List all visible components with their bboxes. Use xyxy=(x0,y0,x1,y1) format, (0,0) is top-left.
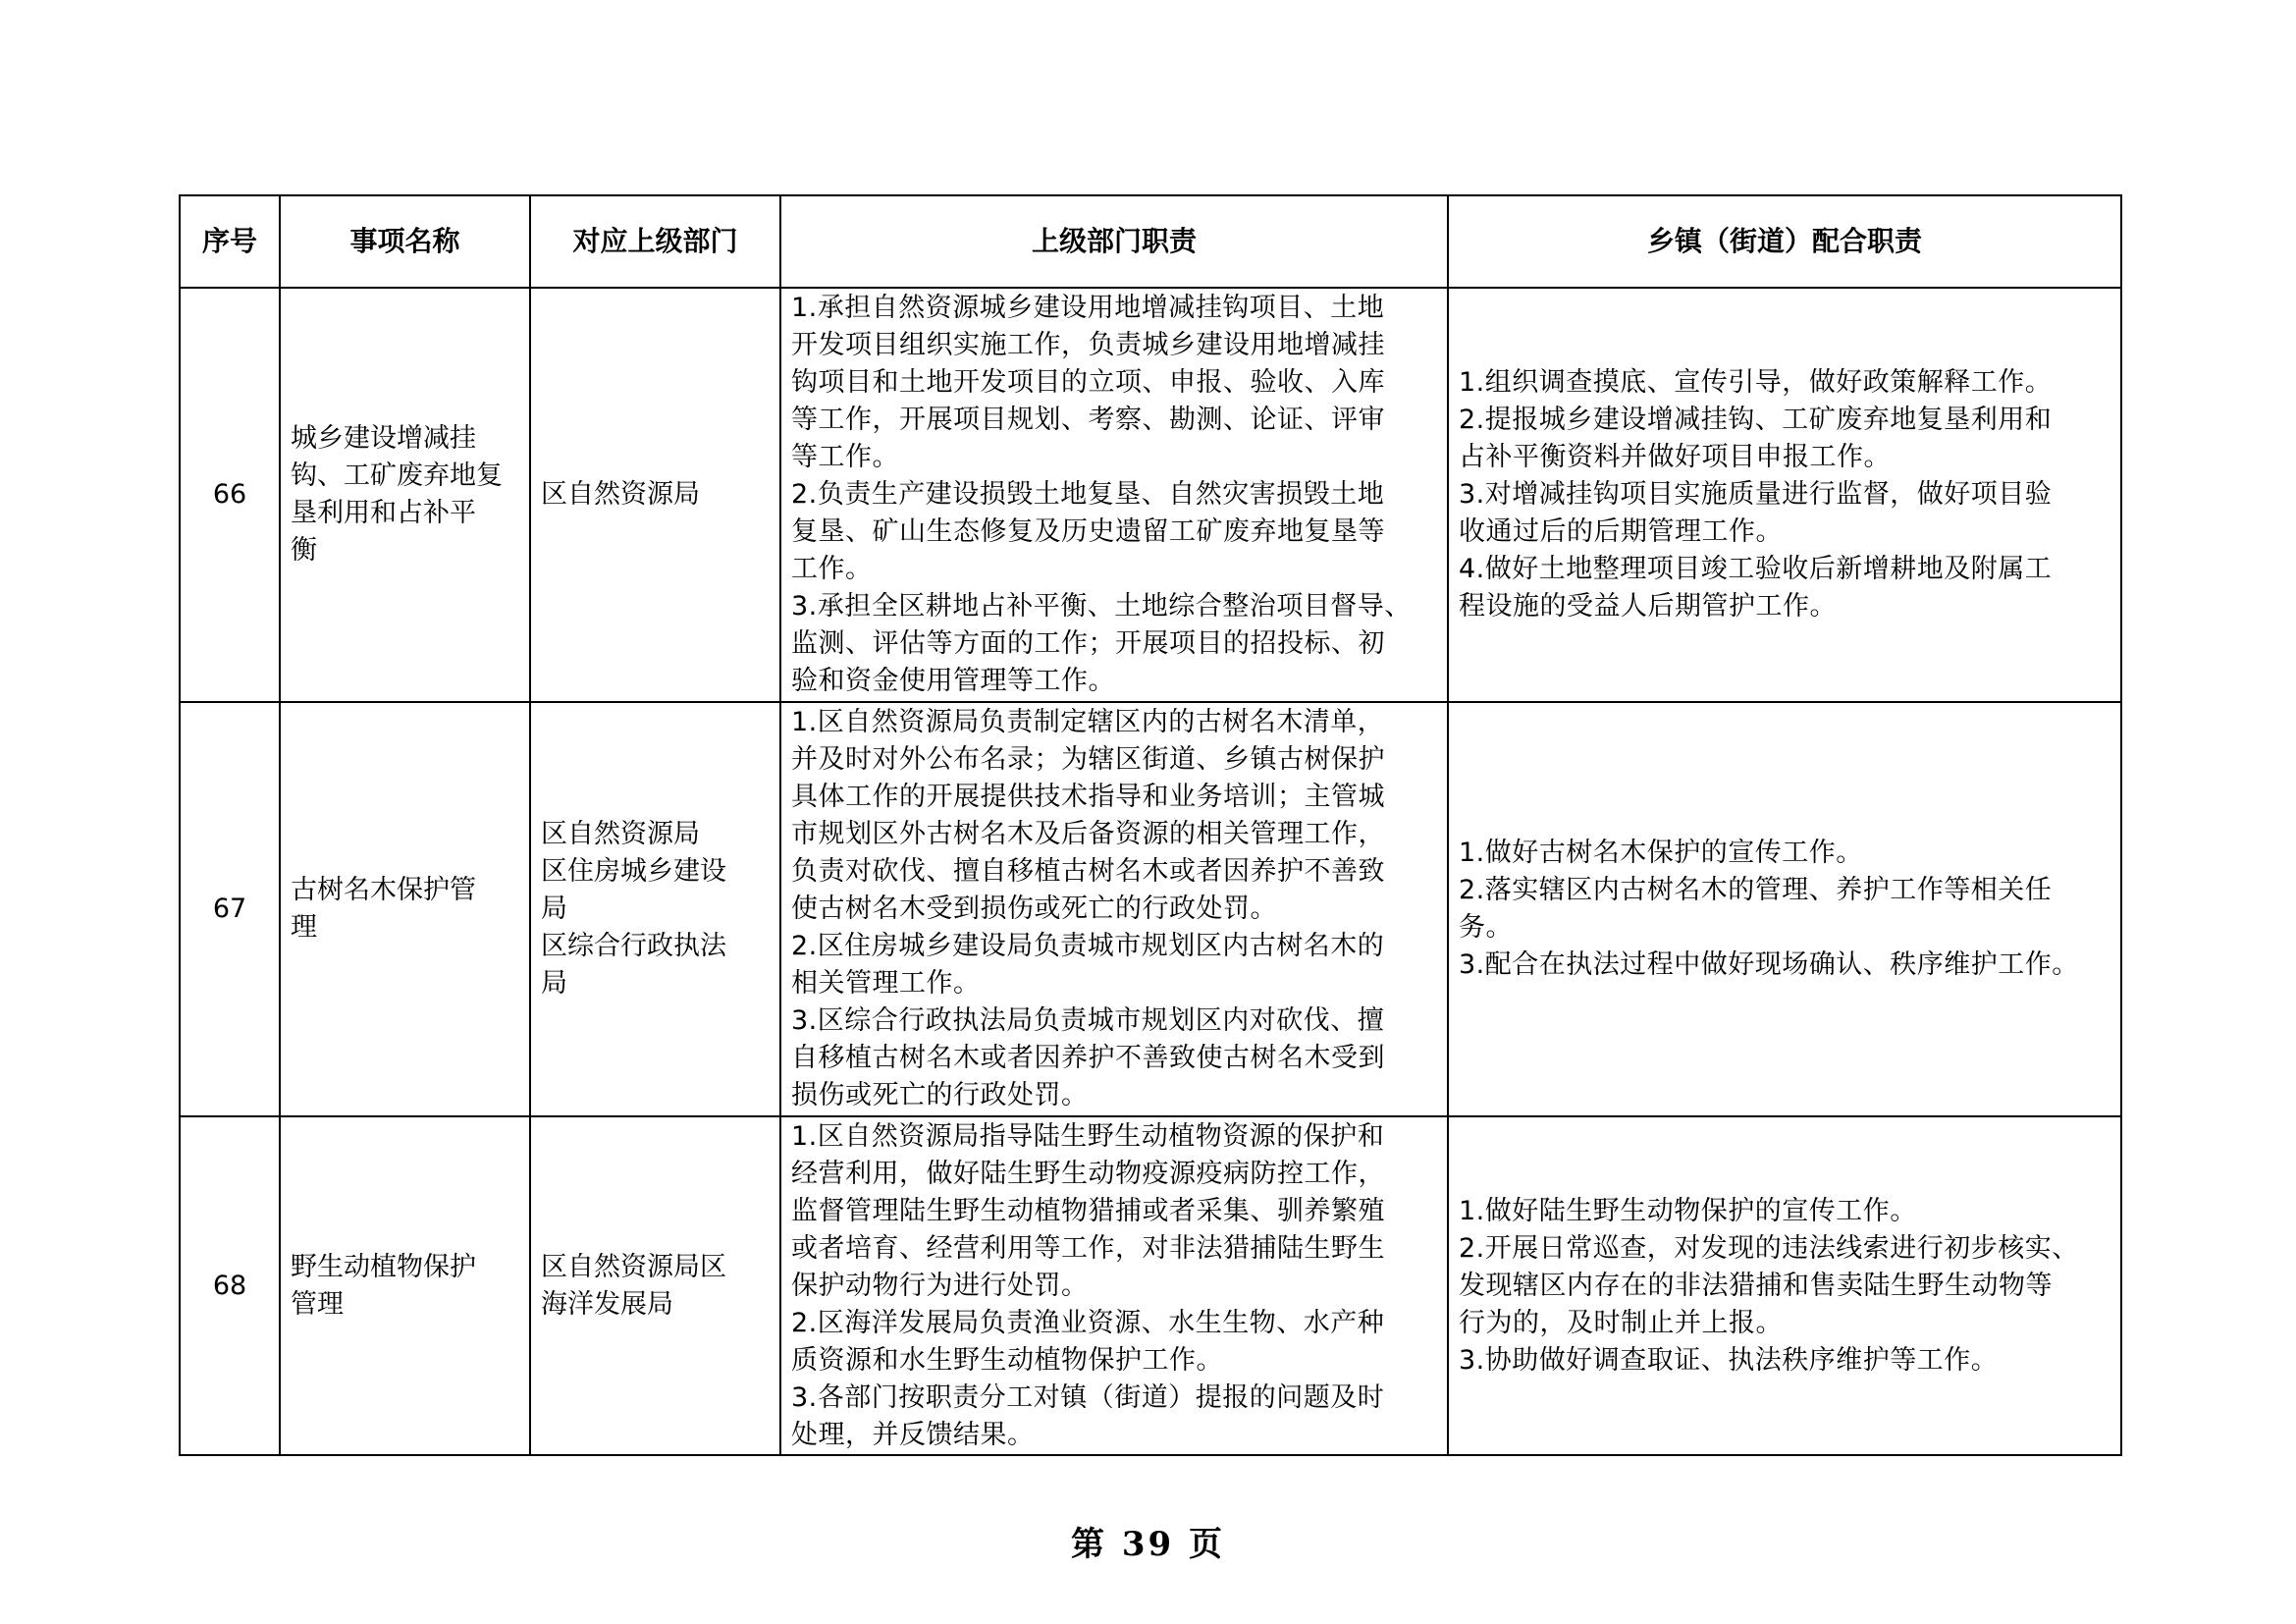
upper-duties: 1.区自然资源局负责制定辖区内的古树名木清单， 并及时对外公布名录；为辖区街道、乡镇古树保护 具体工作的开展提供技术指导和业务培训；主管城 市规划区外古树名木及后备资源的相关管理工作， 负责对砍伐、擅自移植古树名木或者因养护不善致 使古树名木受到损伤或死亡的行政处罚。 2.区住房城乡建设局负责城市规划区内古树名木的 相关管理工作。 3.区综合行政执法局负责城市规划区内对砍伐、擅 自移植古树名木或者因养护不善致使古树名木受到 损伤或死亡的行政处罚。 xyxy=(780,702,1448,1116)
upper-dept: 区自然资源局 xyxy=(530,288,780,702)
table-row xyxy=(180,702,2121,1116)
upper-duties: 1.承担自然资源城乡建设用地增减挂钩项目、土地 开发项目组织实施工作，负责城乡建设用地增减挂 钩项目和土地开发项目的立项、申报、验收、入库 等工作，开展项目规划、考察、勘测、论证、评审 等工作。 2.负责生产建设损毁土地复垦、自然灾害损毁土地 复垦、矿山生态修复及历史遗留工矿废弃地复垦等 工作。 3.承担全区耕地占补平衡、土地综合整治项目督导、 监测、评估等方面的工作；开展项目的招投标、初 验和资金使用管理等工作。 xyxy=(780,288,1448,702)
local-duties: 1.做好古树名木保护的宣传工作。 2.落实辖区内古树名木的管理、养护工作等相关任 务。 3.配合在执法过程中做好现场确认、秩序维护工作。 xyxy=(1448,702,2121,1116)
upper-dept: 区自然资源局 区住房城乡建设 局 区综合行政执法 局 xyxy=(530,702,780,1116)
row-number: 68 xyxy=(180,1116,280,1455)
header-upper-duties: 上级部门职责 xyxy=(780,195,1448,288)
row-number: 66 xyxy=(180,288,280,702)
local-duties: 1.组织调查摸底、宣传引导，做好政策解释工作。 2.提报城乡建设增减挂钩、工矿废弃地复垦利用和 占补平衡资料并做好项目申报工作。 3.对增减挂钩项目实施质量进行监督，做好项目验 收通过后的后期管理工作。 4.做好土地整理项目竣工验收后新增耕地及附属工 程设施的受益人后期管护工作。 xyxy=(1448,288,2121,702)
header-item-name: 事项名称 xyxy=(280,195,530,288)
item-name: 古树名木保护管 理 xyxy=(280,702,530,1116)
header-local-duties: 乡镇（街道）配合职责 xyxy=(1448,195,2121,288)
item-name: 城乡建设增减挂 钩、工矿废弃地复 垦利用和占补平 衡 xyxy=(280,288,530,702)
row-number: 67 xyxy=(180,702,280,1116)
table-row xyxy=(180,1116,2121,1455)
local-duties: 1.做好陆生野生动物保护的宣传工作。 2.开展日常巡查，对发现的违法线索进行初步核实、 发现辖区内存在的非法猎捕和售卖陆生野生动物等 行为的，及时制止并上报。 3.协助做好调查取证、执法秩序维护等工作。 xyxy=(1448,1116,2121,1455)
header-upper-dept: 对应上级部门 xyxy=(530,195,780,288)
header-no: 序号 xyxy=(180,195,280,288)
table-header-row xyxy=(180,195,2121,288)
upper-duties: 1.区自然资源局指导陆生野生动植物资源的保护和 经营利用，做好陆生野生动物疫源疫病防控工作， 监督管理陆生野生动植物猎捕或者采集、驯养繁殖 或者培育、经营利用等工作，对非法猎捕陆生野生 保护动物行为进行处罚。 2.区海洋发展局负责渔业资源、水生生物、水产种 质资源和水生野生动植物保护工作。 3.各部门按职责分工对镇（街道）提报的问题及时 处理，并反馈结果。 xyxy=(780,1116,1448,1455)
upper-dept: 区自然资源局区 海洋发展局 xyxy=(530,1116,780,1455)
table-row xyxy=(180,288,2121,702)
page-number: 第 39 页 xyxy=(1071,1525,1225,1564)
duty-table xyxy=(179,194,2122,1456)
item-name: 野生动植物保护 管理 xyxy=(280,1116,530,1455)
